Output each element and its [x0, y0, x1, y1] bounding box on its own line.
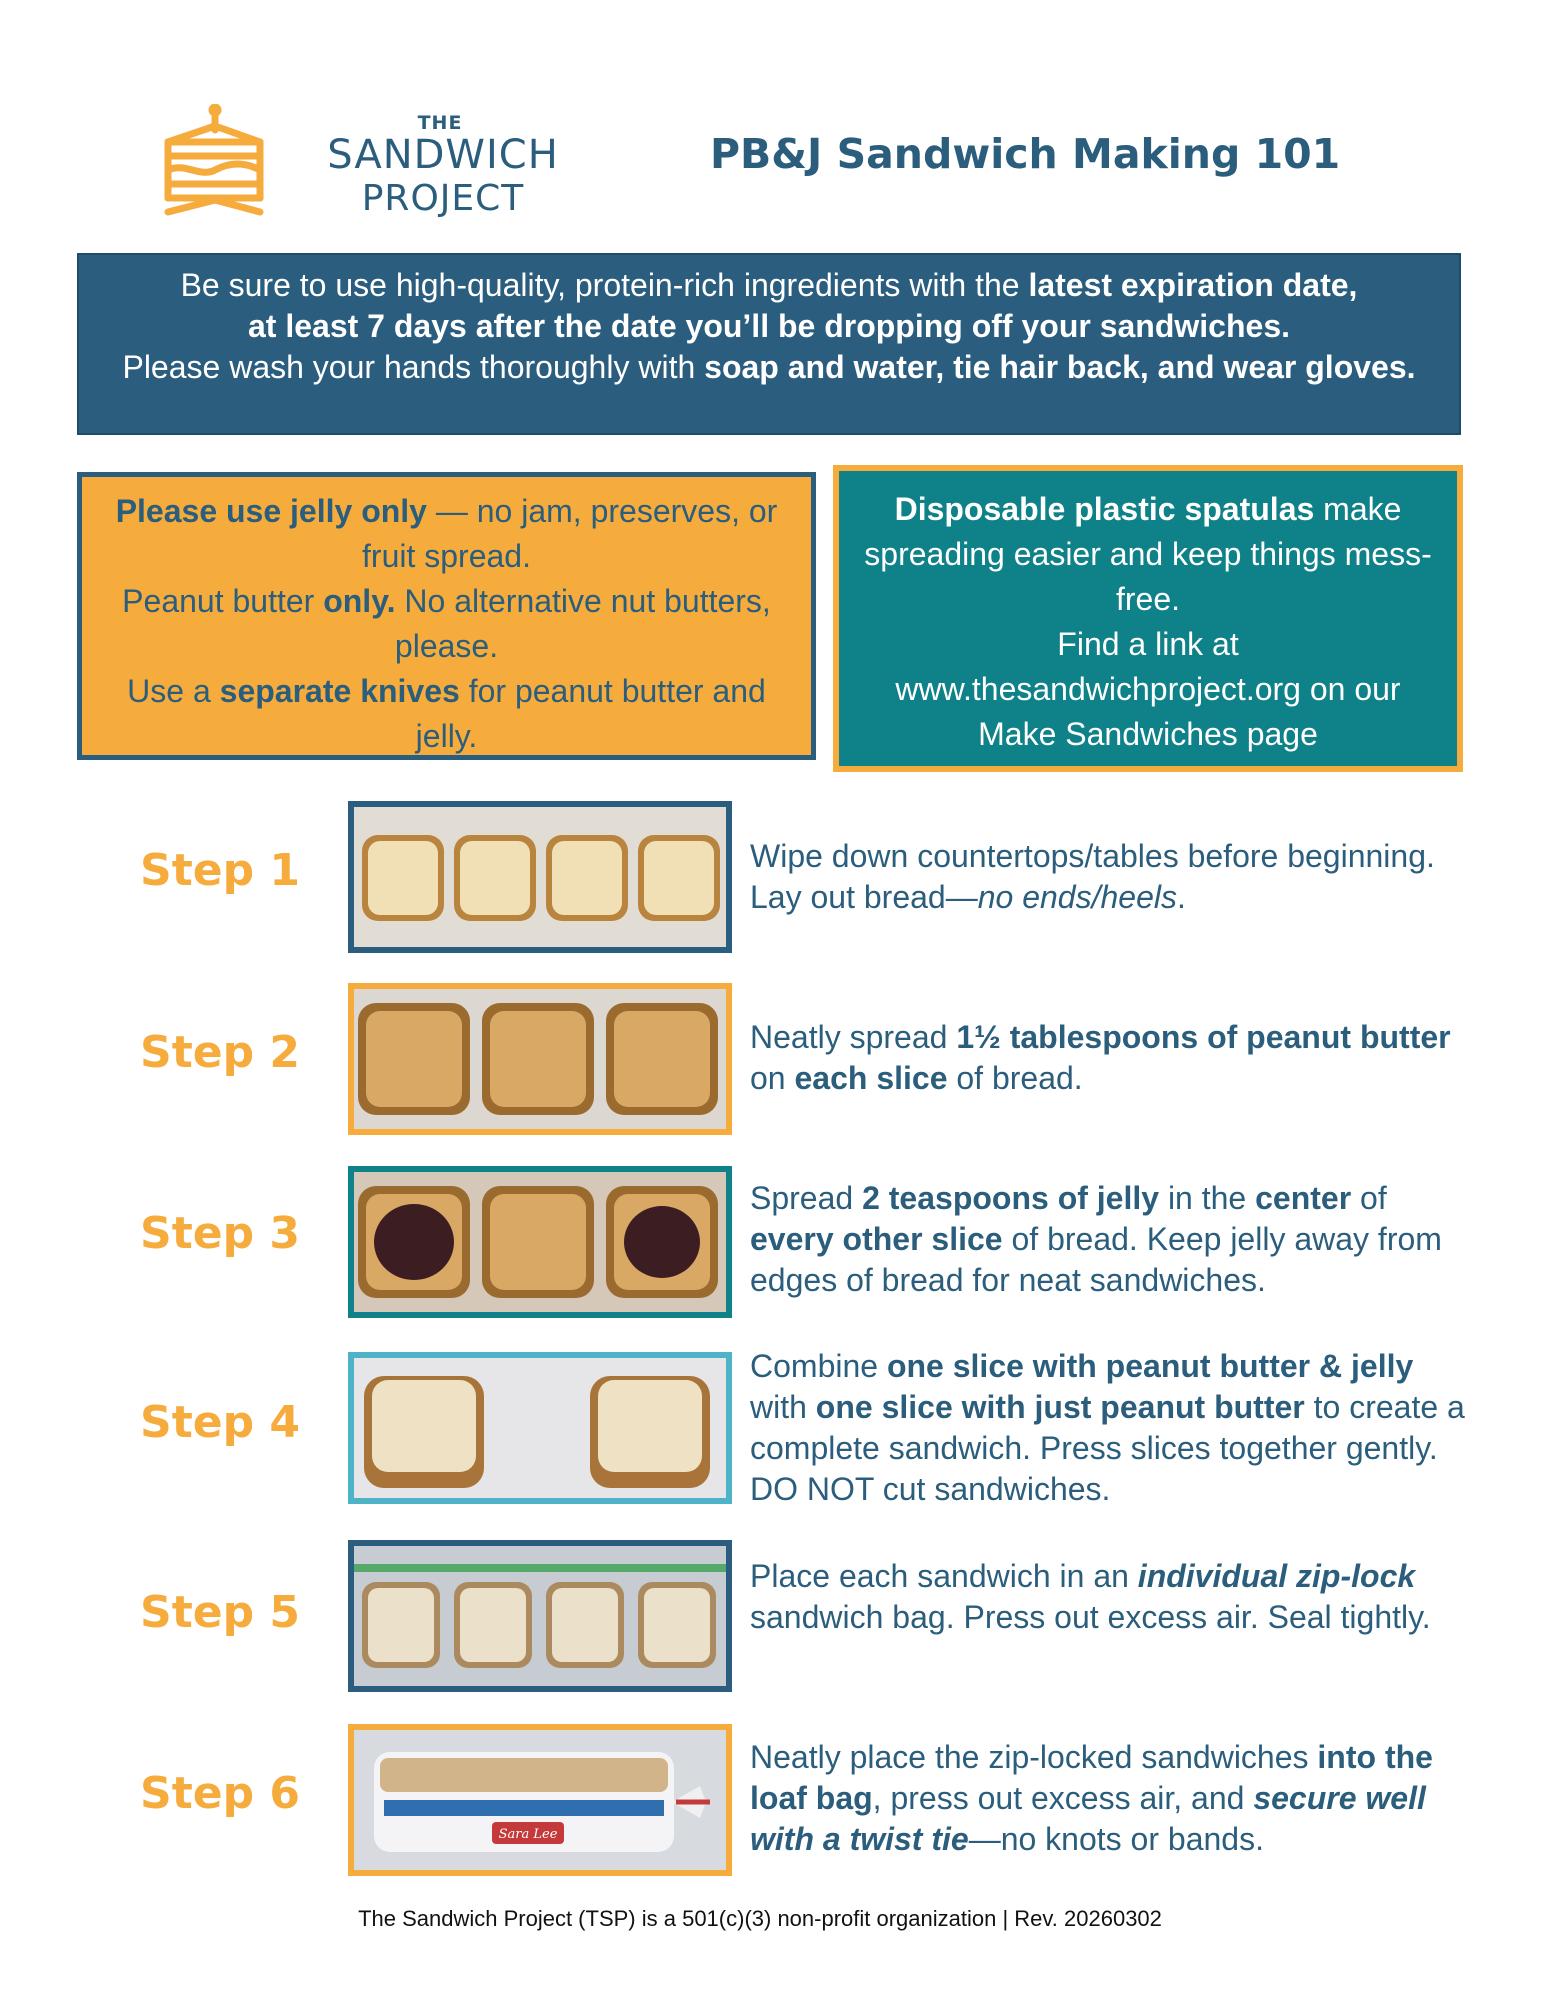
logo-word-sandwich: SANDWICH — [327, 132, 559, 178]
step-3-label: Step 3 — [140, 1208, 300, 1259]
logo — [160, 100, 559, 230]
jelly-rules-box — [77, 472, 816, 760]
step-2-label: Step 2 — [140, 1027, 300, 1078]
step-text-part: . — [1176, 879, 1186, 915]
step-4-text — [750, 1346, 1470, 1510]
intro-banner — [77, 253, 1461, 435]
step-text-part: Spread — [750, 1180, 863, 1216]
step-text-bold: one slice with peanut butter & jelly — [886, 1348, 1414, 1384]
step-text-part: sandwich bag. Press out excess air. Seal tightly. — [750, 1599, 1431, 1635]
step-text-part: of bread. Keep jelly away from edges of bread for neat sandwiches. — [750, 1221, 1442, 1298]
step-text-bold: into the loaf bag — [750, 1739, 1433, 1816]
step-text-bold: center — [1255, 1180, 1352, 1216]
logo-word-project: PROJECT — [361, 178, 525, 219]
step-1-photo — [348, 801, 732, 953]
step-2-photo — [348, 983, 732, 1135]
jelly-rule-text: Use a — [127, 673, 220, 709]
spatula-link-text: Find a link at www.thesandwichproject.org on our Make Sandwiches page — [895, 626, 1401, 752]
jelly-rule-text: Peanut butter — [122, 583, 324, 619]
intro-text: Be sure to use high-quality, protein-rich ingredients with the — [180, 267, 1029, 303]
jelly-rule-emphasis: only. — [323, 583, 396, 619]
jelly-rule-text: No alternative nut butters, please. — [394, 583, 771, 664]
spatula-text: make spreading easier and keep things mess-free. — [864, 491, 1432, 617]
step-6-photo — [348, 1724, 732, 1876]
step-text-part: Combine — [750, 1348, 887, 1384]
step-text-part: to create a complete sandwich. Press slices together gently. DO NOT cut sandwiches. — [750, 1389, 1465, 1507]
step-5-text — [750, 1556, 1470, 1638]
step-text-italic: no ends/heels — [977, 879, 1177, 915]
step-text-part: Place each sandwich in an — [750, 1558, 1138, 1594]
step-text-bold-italic: individual zip-lock — [1137, 1558, 1416, 1594]
intro-text: Please wash your hands thoroughly with — [122, 349, 705, 385]
step-4-label: Step 4 — [140, 1397, 300, 1448]
page-title: PB&J Sandwich Making 101 — [710, 130, 1341, 178]
step-3-photo — [348, 1166, 732, 1318]
step-6-text — [750, 1737, 1470, 1860]
logo-word-the: THE — [417, 112, 463, 134]
step-1-label: Step 1 — [140, 845, 300, 896]
jelly-rule-emphasis: separate knives — [219, 673, 460, 709]
intro-emphasis: latest expiration date, — [1028, 267, 1358, 303]
step-text-bold: 1½ tablespoons of peanut butter — [956, 1019, 1451, 1055]
step-text-part: on — [750, 1060, 795, 1096]
spatula-tip-box — [833, 465, 1463, 772]
step-text-bold: each slice — [794, 1060, 948, 1096]
step-text-bold: one slice with just peanut butter — [815, 1389, 1305, 1425]
step-text-part: Neatly place the zip-locked sandwiches — [750, 1739, 1318, 1775]
step-text-part: of — [1351, 1180, 1387, 1216]
step-text-part: with — [750, 1389, 816, 1425]
step-5-label: Step 5 — [140, 1587, 300, 1638]
step-4-photo — [348, 1352, 732, 1504]
step-text-part: Wipe down countertops/tables before beginning. Lay out bread— — [750, 838, 1435, 915]
sandwich-logo-icon — [160, 104, 270, 224]
step-1-text — [750, 836, 1470, 918]
step-6-label: Step 6 — [140, 1768, 300, 1819]
footer-note: The Sandwich Project (TSP) is a 501(c)(3) non-profit organization | Rev. 20260302 — [358, 1906, 1162, 1931]
jelly-rule-emphasis: Please use jelly only — [115, 493, 427, 529]
step-text-part: Neatly spread — [750, 1019, 957, 1055]
step-text-part: —no knots or bands. — [968, 1821, 1264, 1857]
step-text-bold: 2 teaspoons of jelly — [862, 1180, 1160, 1216]
intro-emphasis: at least 7 days after the date you’ll be dropping off your sandwiches. — [248, 308, 1290, 344]
step-text-part: in the — [1159, 1180, 1256, 1216]
jelly-rule-text: — no jam, preserves, or fruit spread. — [362, 493, 778, 574]
step-text-bold-italic: secure well with a twist tie — [750, 1780, 1426, 1857]
step-3-text — [750, 1178, 1470, 1301]
step-text-part: , press out excess air, and — [872, 1780, 1254, 1816]
step-text-bold: every other slice — [750, 1221, 1003, 1257]
step-2-text — [750, 1017, 1470, 1099]
jelly-rule-text: for peanut butter and jelly. — [415, 673, 766, 754]
step-text-part: of bread. — [947, 1060, 1083, 1096]
loaf-brand-label: Sara Lee — [498, 1827, 558, 1842]
step-5-photo — [348, 1540, 732, 1692]
intro-emphasis: soap and water, tie hair back, and wear gloves. — [704, 349, 1416, 385]
spatula-emphasis: Disposable plastic spatulas — [894, 491, 1315, 527]
